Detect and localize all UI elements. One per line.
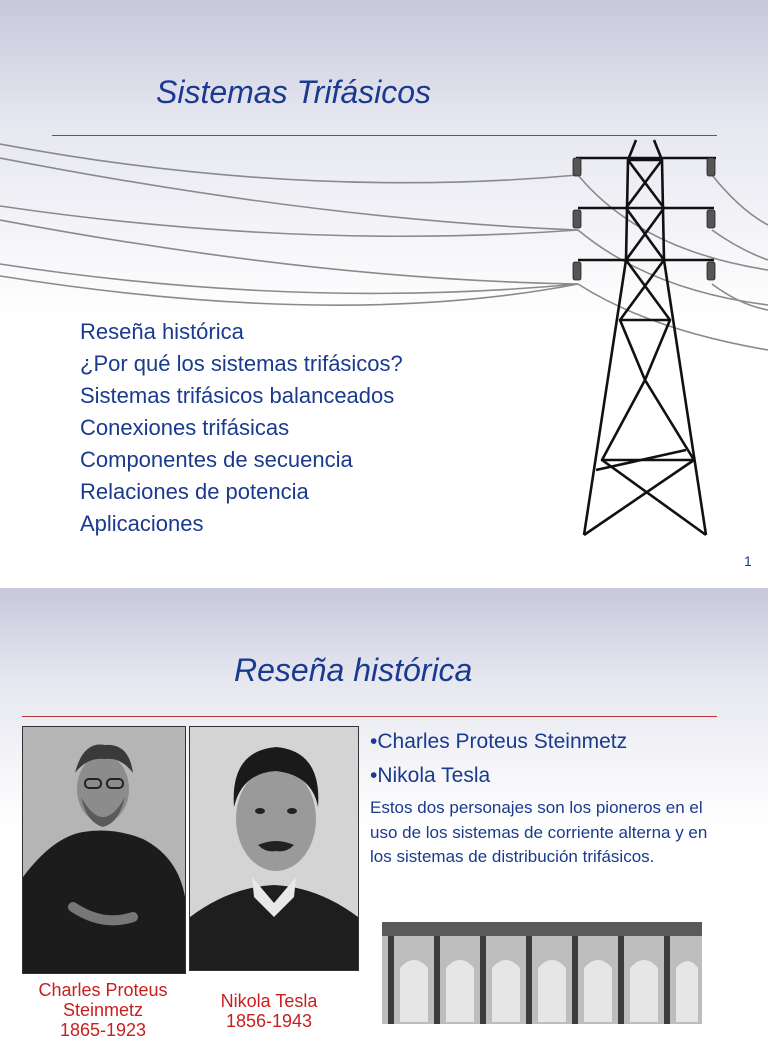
steinmetz-caption	[20, 980, 186, 1040]
insulator	[707, 158, 715, 176]
powerhouse-photo	[382, 922, 702, 1024]
tesla-caption	[196, 991, 342, 1031]
topic-item: Relaciones de potencia	[80, 479, 309, 504]
tesla-photo	[189, 726, 359, 971]
slide-2	[0, 588, 768, 1040]
power-line	[0, 220, 578, 284]
topic-item: Conexiones trifásicas	[80, 415, 290, 440]
insulator	[707, 262, 715, 280]
power-line	[0, 144, 578, 183]
steinmetz-photo	[22, 726, 186, 974]
topic-item: Reseña histórica	[80, 319, 244, 344]
transmission-tower-illustration	[566, 130, 736, 545]
caption-years: 1865-1923	[59, 1020, 147, 1040]
caption-name: Nikola Tesla	[220, 991, 318, 1011]
power-line	[0, 158, 578, 230]
insulator	[573, 158, 581, 176]
bullet-item: •Charles Proteus Steinmetz	[370, 730, 628, 753]
caption-name: Charles Proteus Steinmetz	[38, 980, 168, 1020]
insulator	[707, 210, 715, 228]
description-text: Estos dos personajes son los pioneros en el uso de los sistemas de corriente alterna y en los sistemas de distribución trifásicos.	[370, 798, 708, 866]
topic-list	[80, 316, 403, 540]
slide-title: Reseña histórica	[234, 652, 473, 688]
insulator	[573, 262, 581, 280]
caption-years: 1856-1943	[225, 1011, 313, 1031]
insulator	[573, 210, 581, 228]
slide-title: Sistemas Trifásicos	[156, 74, 432, 110]
topic-item: Componentes de secuencia	[80, 447, 353, 472]
topic-item: Sistemas trifásicos balanceados	[80, 383, 395, 408]
page-number: 1	[744, 553, 752, 569]
title-rule	[22, 716, 717, 717]
bullet-item: •Nikola Tesla	[370, 764, 491, 787]
topic-item: Aplicaciones	[80, 511, 204, 536]
power-line	[0, 206, 578, 236]
topic-item: ¿Por qué los sistemas trifásicos?	[80, 351, 403, 376]
